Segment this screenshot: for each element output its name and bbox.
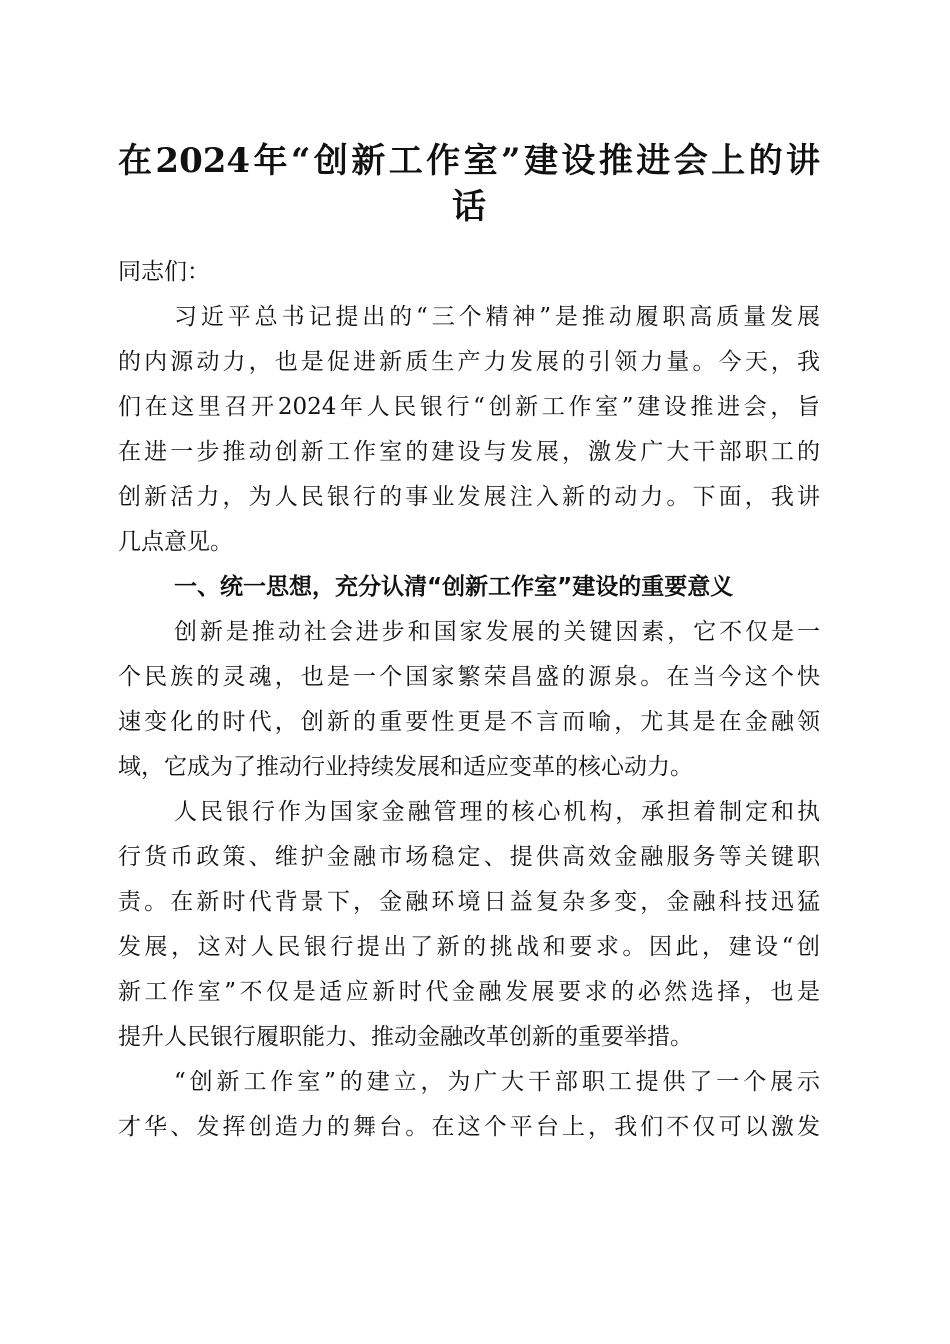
text-line: 创新活力，为人民银行的事业发展注入新的动力。下面，我讲 [118, 484, 820, 510]
paragraph [118, 790, 820, 1060]
title-line: 话 [452, 187, 486, 227]
text-line: 速变化的时代，创新的重要性更是不言而喻，尤其是在金融领 [118, 709, 820, 735]
text-line: 一、统一思想，充分认清“创新工作室”建设的重要意义 [174, 574, 734, 600]
title-line: 在2024年“创新工作室”建设推进会上的讲 [118, 141, 820, 181]
text-line: 习近平总书记提出的“三个精神”是推动履职高质量发展 [174, 304, 820, 330]
text-line: 域，它成为了推动行业持续发展和适应变革的核心动力。 [118, 754, 693, 780]
text-line: 个民族的灵魂，也是一个国家繁荣昌盛的源泉。在当今这个快 [118, 664, 820, 690]
text-line: 们在这里召开2024年人民银行“创新工作室”建设推进会，旨 [118, 394, 820, 420]
text-line: 责。在新时代背景下，金融环境日益复杂多变，金融科技迅猛 [118, 889, 820, 915]
text-line: 在进一步推动创新工作室的建设与发展，激发广大干部职工的 [118, 439, 820, 465]
paragraph [118, 295, 820, 565]
text-line: 新工作室”不仅是适应新时代金融发展要求的必然选择，也是 [118, 979, 820, 1005]
document-title [118, 138, 820, 230]
text-line: 创新是推动社会进步和国家发展的关键因素，它不仅是一 [174, 619, 820, 645]
document-body [118, 250, 820, 1150]
text-line: 提升人民银行履职能力、推动金融改革创新的重要举措。 [118, 1024, 693, 1050]
text-line: “创新工作室”的建立，为广大干部职工提供了一个展示 [174, 1069, 820, 1095]
text-line: 的内源动力，也是促进新质生产力发展的引领力量。今天，我 [118, 349, 820, 375]
paragraphs [118, 295, 820, 1150]
text-line: 行货币政策、维护金融市场稳定、提供高效金融服务等关键职 [118, 844, 820, 870]
text-line: 几点意见。 [118, 529, 233, 555]
paragraph [118, 1060, 820, 1150]
section-heading [118, 565, 820, 610]
paragraph [118, 610, 820, 790]
text-line: 人民银行作为国家金融管理的核心机构，承担着制定和执 [174, 799, 820, 825]
text-line: 才华、发挥创造力的舞台。在这个平台上，我们不仅可以激发 [118, 1114, 820, 1140]
text-line: 发展，这对人民银行提出了新的挑战和要求。因此，建设“创 [118, 934, 820, 960]
salutation: 同志们： [118, 259, 210, 285]
